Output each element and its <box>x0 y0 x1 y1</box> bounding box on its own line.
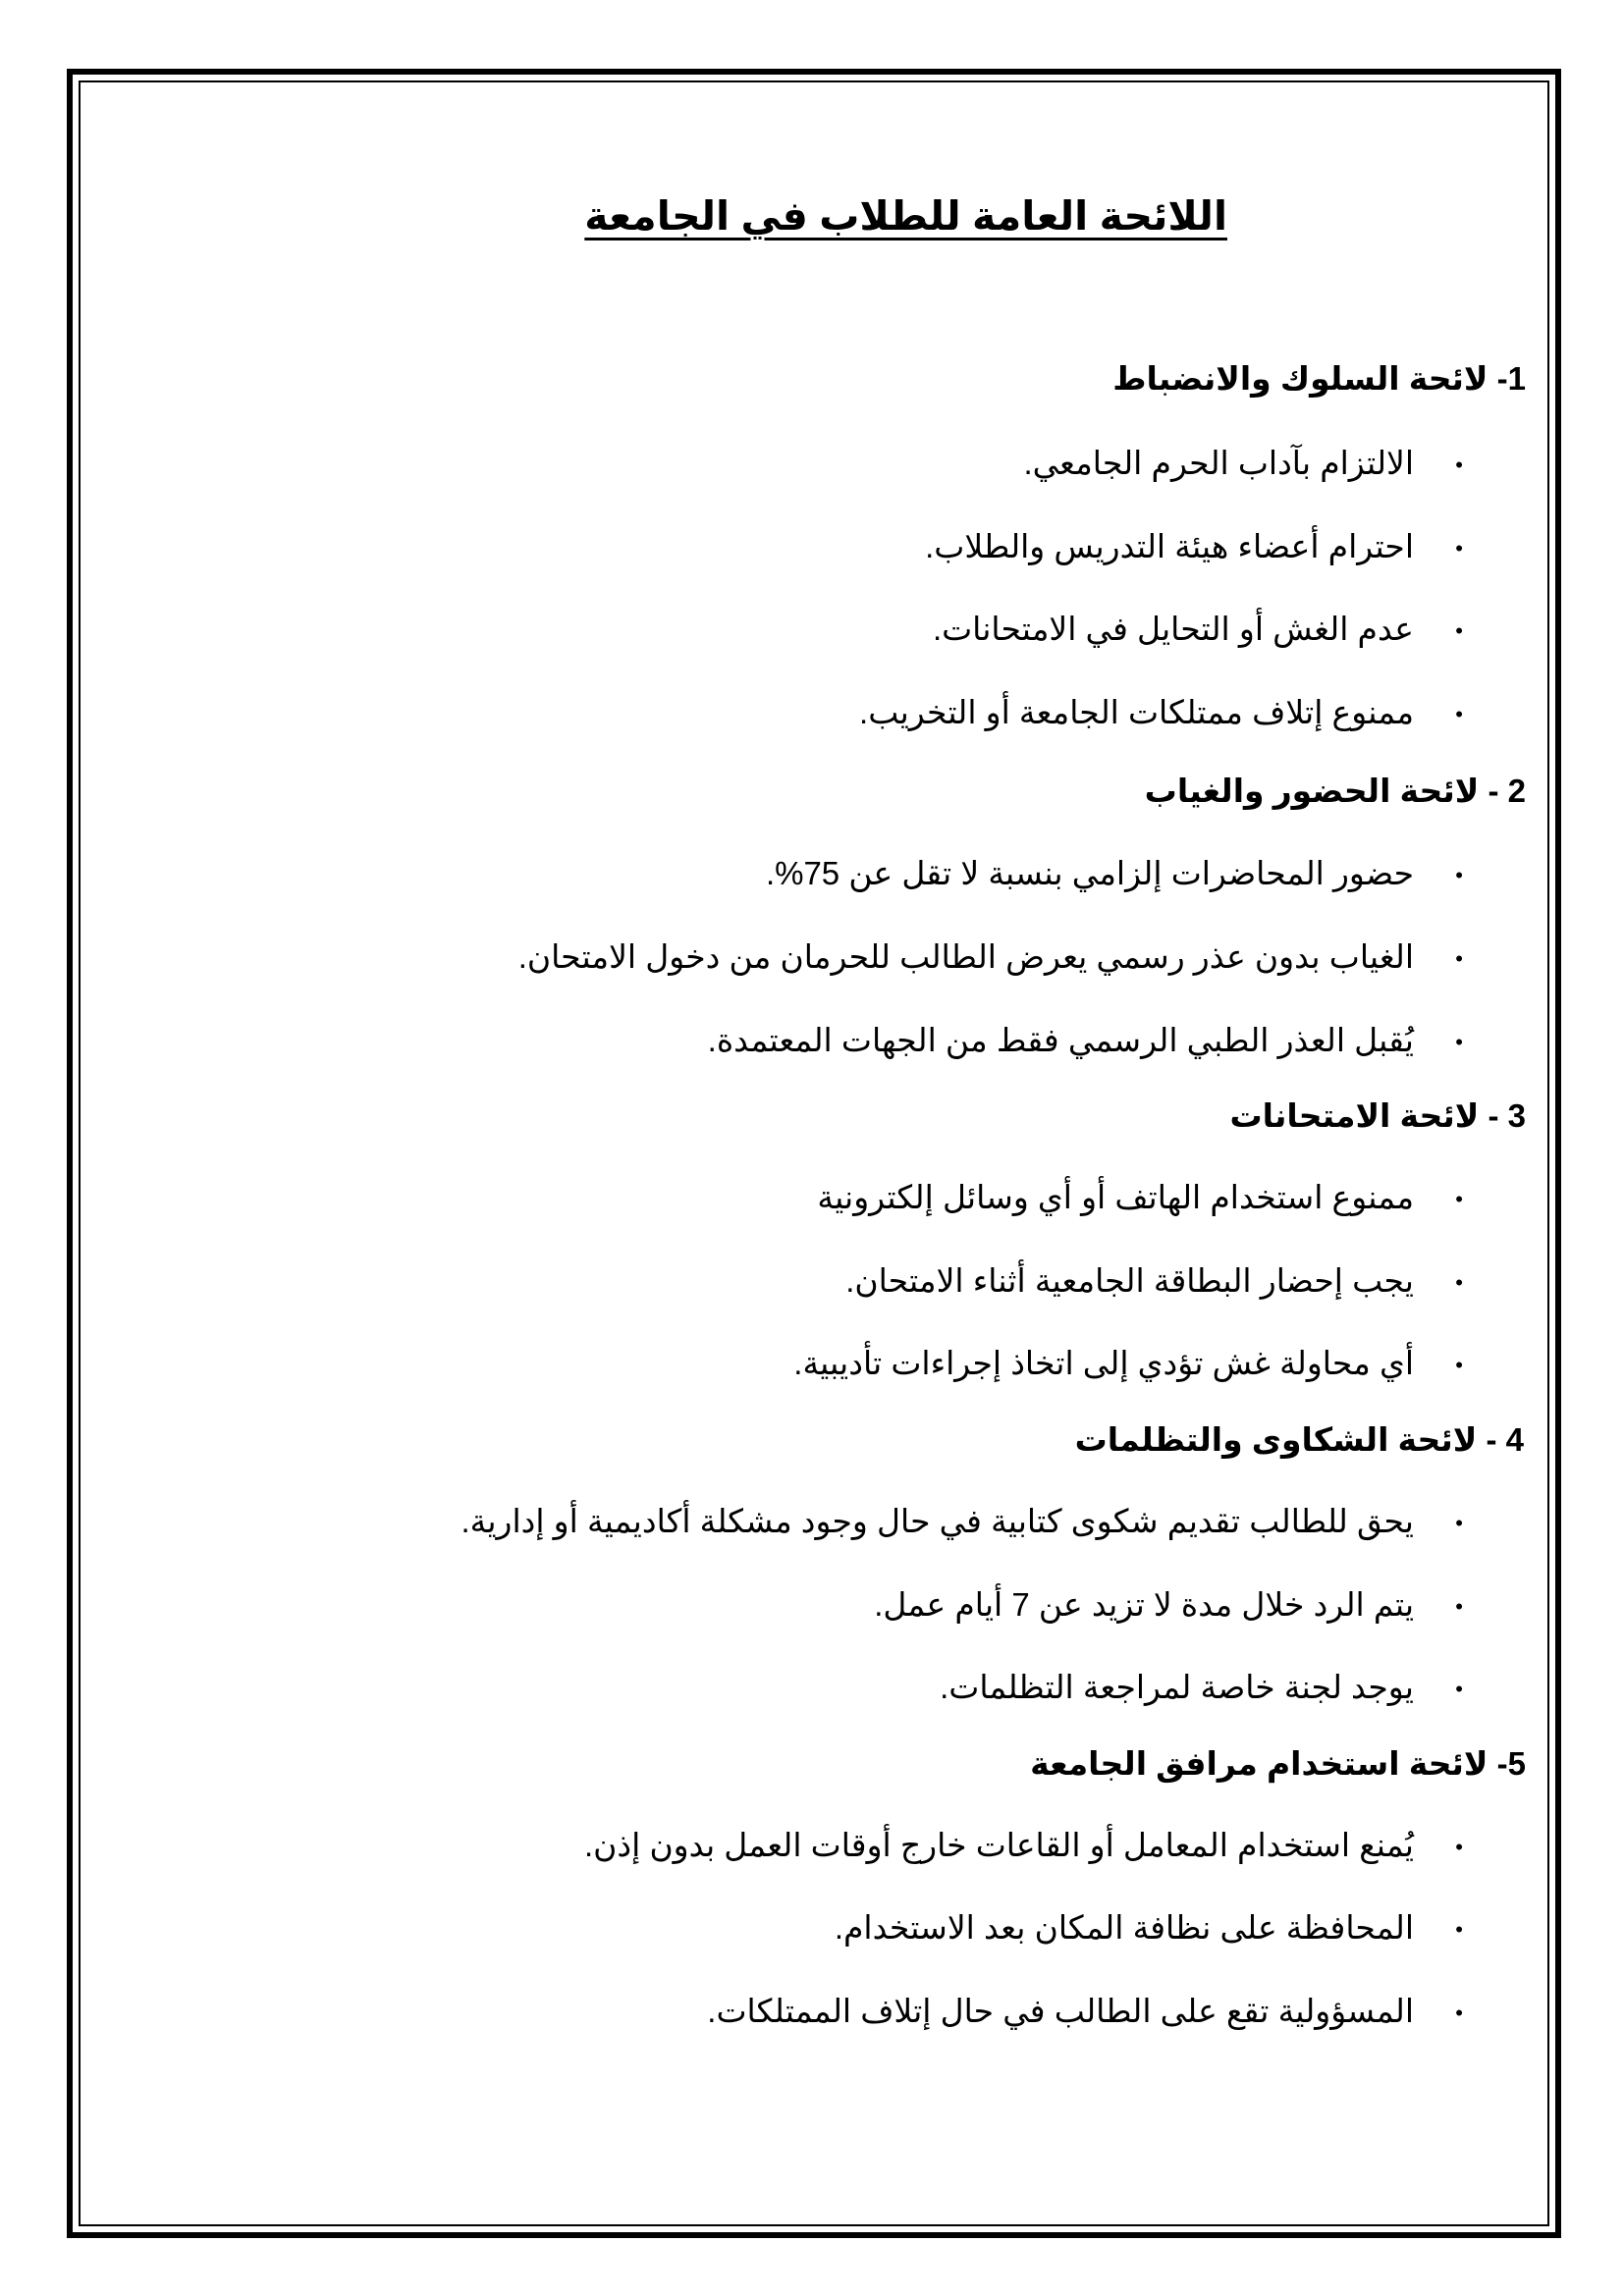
bullet-icon: • <box>1455 1917 1463 1943</box>
list-item: •يُقبل العذر الطبي الرسمي فقط من الجهات المعتمدة. <box>707 1022 1463 1058</box>
bullet-icon: • <box>1455 453 1463 478</box>
bullet-icon: • <box>1455 946 1463 972</box>
bullet-icon: • <box>1455 536 1463 561</box>
list-item: •المسؤولية تقع على الطالب في حال إتلاف الممتلكات. <box>707 1993 1463 2029</box>
page-border-inner <box>79 80 1549 2226</box>
bullet-icon: • <box>1455 1511 1463 1536</box>
list-item: •المحافظة على نظافة المكان بعد الاستخدام. <box>834 1909 1463 1946</box>
list-item: •حضور المحاضرات إلزامي بنسبة لا تقل عن 75%. <box>765 855 1463 891</box>
bullet-icon: • <box>1455 863 1463 888</box>
list-item: •عدم الغش أو التحايل في الامتحانات. <box>932 611 1463 647</box>
list-item: •أي محاولة غش تؤدي إلى اتخاذ إجراءات تأديبية. <box>793 1345 1463 1381</box>
bullet-icon: • <box>1455 1835 1463 1860</box>
page-title: اللائحة العامة للطلاب في الجامعة <box>584 193 1227 239</box>
list-item: •الالتزام بآداب الحرم الجامعي. <box>1023 445 1463 481</box>
list-item: •يُمنع استخدام المعامل أو القاعات خارج أوقات العمل بدون إذن. <box>584 1827 1463 1863</box>
section-heading-attendance: 2 - لائحة الحضور والغياب <box>1144 773 1526 809</box>
section-heading-complaints: 4 - لائحة الشكاوى والتظلمات <box>1074 1421 1524 1458</box>
bullet-icon: • <box>1455 1677 1463 1702</box>
bullet-icon: • <box>1455 1270 1463 1296</box>
list-item: •يجب إحضار البطاقة الجامعية أثناء الامتحان. <box>845 1262 1463 1299</box>
list-item: •يوجد لجنة خاصة لمراجعة التظلمات. <box>940 1669 1463 1705</box>
bullet-icon: • <box>1455 1030 1463 1055</box>
section-heading-conduct: 1- لائحة السلوك والانضباط <box>1112 360 1526 397</box>
list-item: •يتم الرد خلال مدة لا تزيد عن 7 أيام عمل. <box>874 1586 1463 1623</box>
section-heading-facilities: 5- لائحة استخدام مرافق الجامعة <box>1030 1745 1526 1782</box>
section-heading-exams: 3 - لائحة الامتحانات <box>1229 1097 1526 1134</box>
bullet-icon: • <box>1455 1353 1463 1378</box>
bullet-icon: • <box>1455 618 1463 644</box>
list-item: •احترام أعضاء هيئة التدريس والطلاب. <box>925 528 1463 564</box>
bullet-icon: • <box>1455 1187 1463 1212</box>
list-item: •ممنوع استخدام الهاتف أو أي وسائل إلكترونية <box>817 1179 1463 1215</box>
list-item: •يحق للطالب تقديم شكوى كتابية في حال وجود مشكلة أكاديمية أو إدارية. <box>460 1503 1463 1539</box>
bullet-icon: • <box>1455 2001 1463 2026</box>
bullet-icon: • <box>1455 1594 1463 1620</box>
list-item: •الغياب بدون عذر رسمي يعرض الطالب للحرمان من دخول الامتحان. <box>517 938 1463 975</box>
list-item: •ممنوع إتلاف ممتلكات الجامعة أو التخريب. <box>859 694 1463 730</box>
bullet-icon: • <box>1455 702 1463 727</box>
